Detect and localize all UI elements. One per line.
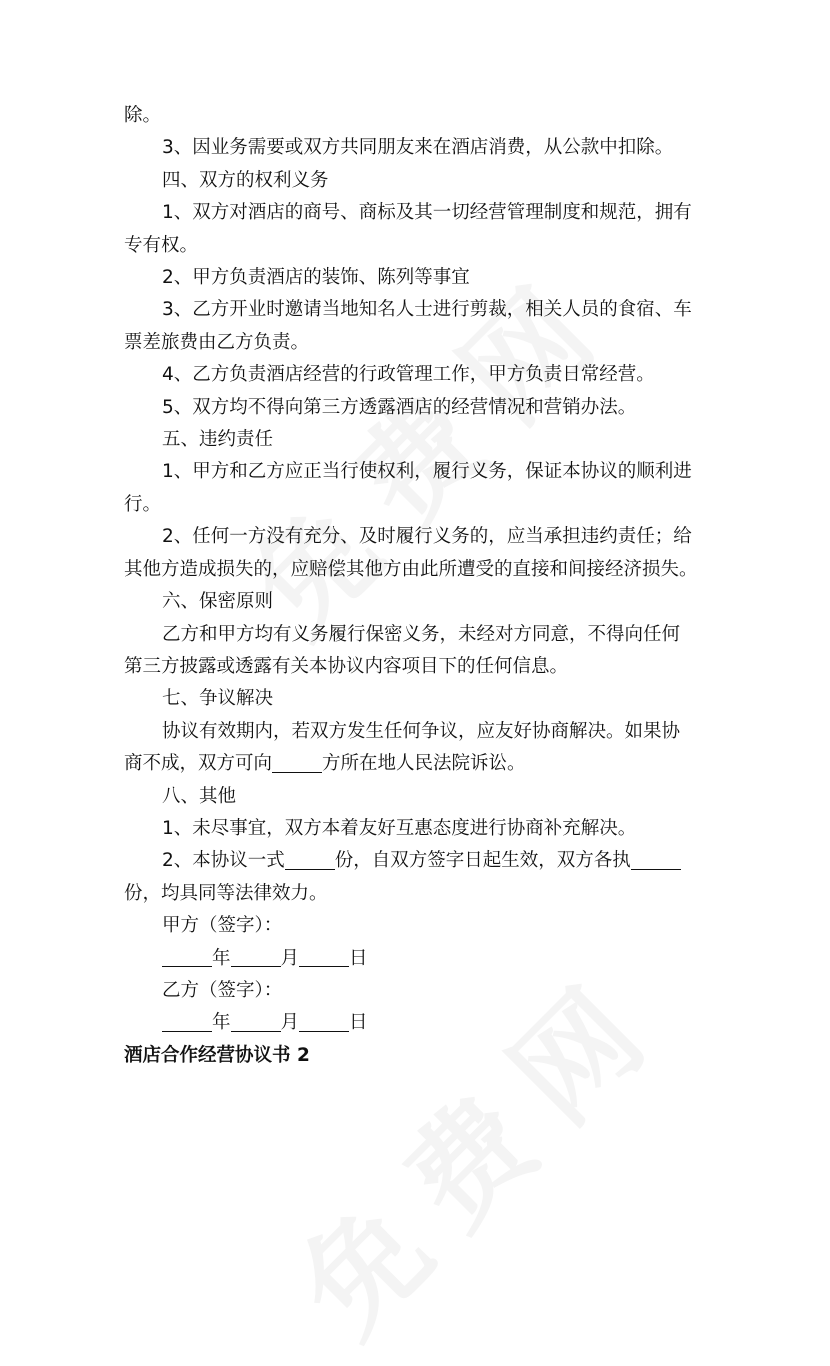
paragraph-line: 票差旅费由乙方负责。 [124, 331, 310, 353]
paragraph-line: 4、乙方负责酒店经营的行政管理工作，甲方负责日常经营。 [162, 364, 655, 386]
paragraph-line [124, 845, 724, 877]
paragraph-line: 份，均具同等法律效力。 [124, 882, 328, 904]
document-heading: 酒店合作经营协议书 2 [124, 1044, 310, 1066]
blank-line [299, 947, 349, 967]
blank-line [272, 752, 322, 772]
paragraph-line: 1、双方对酒店的商号、商标及其一切经营管理制度和规范，拥有 [162, 202, 692, 224]
text-segment: 商不成，双方可向 [124, 753, 273, 775]
blank-line [231, 947, 281, 967]
signature-label: 甲方（签字）： [162, 915, 283, 937]
document-page [124, 100, 724, 1072]
section-title: 四、双方的权利义务 [162, 169, 329, 191]
date-month-label: 月 [280, 947, 300, 969]
paragraph-line: 3、乙方开业时邀请当地知名人士进行剪裁，相关人员的食宿、车 [162, 299, 692, 321]
paragraph-line: 专有权。 [124, 234, 199, 256]
blank-line [162, 947, 212, 967]
text-segment: 方所在地人民法院诉讼。 [322, 753, 526, 775]
paragraph-line: 乙方和甲方均有义务履行保密义务，未经对方同意，不得向任何 [162, 623, 681, 645]
date-day-label: 日 [349, 1012, 368, 1034]
section-title: 五、违约责任 [162, 429, 274, 451]
text-segment: 份，自双方签字日起生效，双方各执 [334, 850, 631, 872]
paragraph-line: 行。 [124, 493, 162, 515]
text-segment: 2、本协议一式 [162, 850, 285, 872]
blank-line [299, 1012, 349, 1032]
date-year-label: 年 [212, 1012, 231, 1034]
paragraph-line: 除。 [124, 105, 162, 126]
date-year-label: 年 [212, 947, 231, 969]
paragraph-line: 1、甲方和乙方应正当行使权利，履行义务，保证本协议的顺利进 [162, 461, 692, 483]
date-month-label: 月 [280, 1012, 300, 1034]
signature-label: 乙方（签字）： [162, 979, 283, 1001]
paragraph-line: 2、甲方负责酒店的装饰、陈列等事宜 [162, 267, 470, 289]
section-title: 七、争议解决 [162, 688, 274, 710]
date-line [124, 1007, 724, 1039]
section-title: 八、其他 [162, 785, 237, 807]
paragraph-line: 3、因业务需要或双方共同朋友来在酒店消费，从公款中扣除。 [162, 137, 674, 159]
paragraph-line: 5、双方均不得向第三方透露酒店的经营情况和营销办法。 [162, 396, 637, 418]
date-day-label: 日 [349, 947, 368, 969]
blank-line [631, 850, 681, 870]
paragraph-line: 2、任何一方没有充分、及时履行义务的，应当承担违约责任；给 [162, 526, 692, 548]
blank-line [231, 1012, 281, 1032]
blank-line [285, 850, 335, 870]
date-line [124, 943, 724, 975]
paragraph-line: 其他方造成损失的，应赔偿其他方由此所遭受的直接和间接经济损失。 [124, 558, 698, 580]
paragraph-line: 协议有效期内，若双方发生任何争议，应友好协商解决。如果协 [162, 720, 681, 742]
blank-line [162, 1012, 212, 1032]
paragraph-line: 1、未尽事宜，双方本着友好互惠态度进行协商补充解决。 [162, 817, 637, 839]
paragraph-line [124, 748, 724, 780]
section-title: 六、保密原则 [162, 591, 274, 613]
paragraph-line: 第三方披露或透露有关本协议内容项目下的任何信息。 [124, 655, 569, 677]
